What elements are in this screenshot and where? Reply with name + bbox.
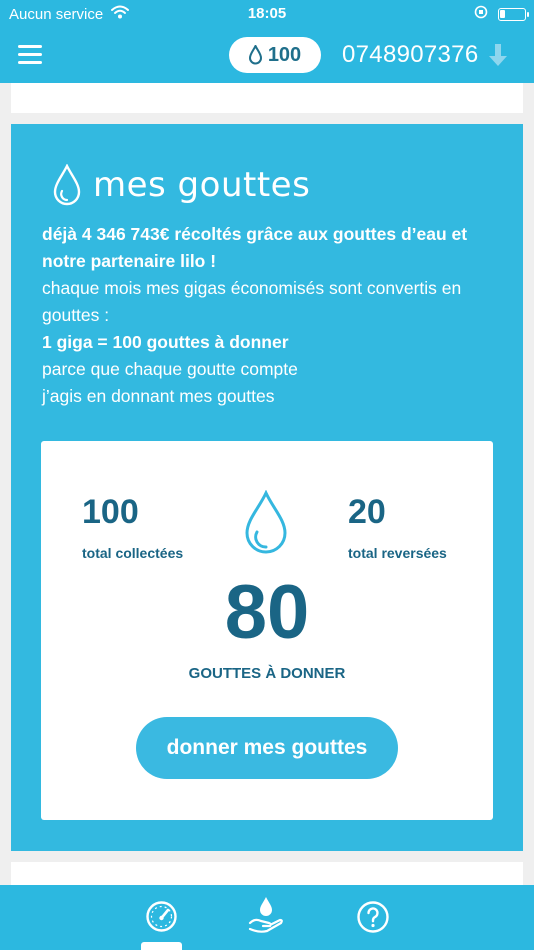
donated-value: 20 <box>348 493 386 531</box>
drop-outline-icon <box>53 164 81 206</box>
drops-count: 100 <box>267 43 302 66</box>
conversion-rate-text: 1 giga = 100 gouttes à donner <box>42 332 289 352</box>
drop-icon <box>244 490 288 556</box>
donated-label: total reversées <box>348 545 447 561</box>
mes-gouttes-card <box>11 124 523 851</box>
phone-number[interactable]: 0748907376 <box>342 41 479 68</box>
available-drops-label: GOUTTES À DONNER <box>188 665 346 682</box>
active-tab-indicator <box>141 942 182 950</box>
bottom-tab-bar <box>0 885 534 950</box>
collected-value: 100 <box>82 493 139 531</box>
status-bar <box>0 0 534 28</box>
battery-icon <box>498 8 526 21</box>
menu-icon[interactable] <box>18 43 42 65</box>
drops-stats-panel <box>41 441 493 820</box>
slogan-text-2: j’agis en donnant mes gouttes <box>42 386 275 406</box>
status-time: 18:05 <box>247 5 287 22</box>
navigation-bar <box>0 28 534 83</box>
help-icon[interactable] <box>356 900 390 939</box>
collected-label: total collectées <box>82 545 184 561</box>
card-description <box>42 221 502 410</box>
orientation-lock-icon <box>474 5 488 23</box>
previous-card-edge <box>11 83 523 113</box>
donate-button[interactable]: donner mes gouttes <box>136 717 398 779</box>
total-raised-text: déjà 4 346 743€ récoltés grâce aux gouttes d’eau et notre partenaire lilo ! <box>42 224 468 271</box>
hand-drop-icon[interactable] <box>247 895 285 940</box>
drop-icon <box>249 45 262 65</box>
conversion-text: chaque mois mes gigas économisés sont convertis en gouttes : <box>42 278 462 325</box>
available-drops-value: 80 <box>224 570 310 655</box>
slogan-text-1: parce que chaque goutte compte <box>42 359 298 379</box>
speedometer-icon[interactable] <box>145 900 178 938</box>
carrier-text: Aucun service <box>9 5 104 23</box>
drops-counter[interactable] <box>229 37 321 73</box>
download-arrow-icon[interactable] <box>488 42 508 73</box>
card-title: mes gouttes <box>93 165 311 205</box>
